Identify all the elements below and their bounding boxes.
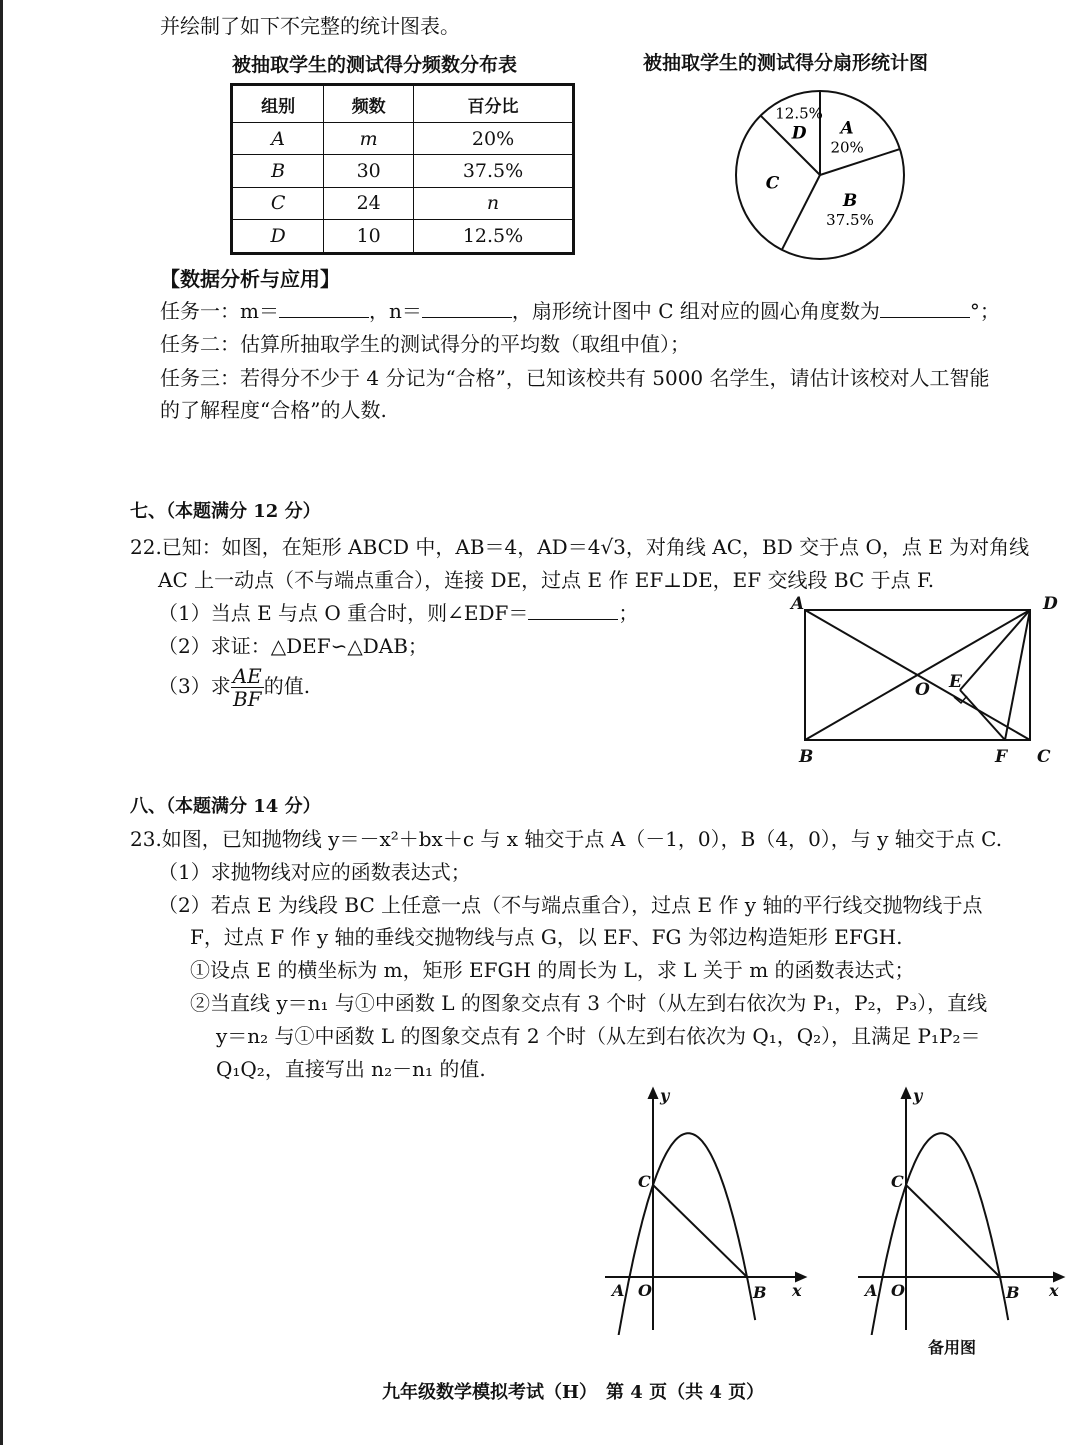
cell-percent: n — [414, 187, 574, 219]
cell-frequency: 10 — [324, 220, 414, 254]
section8-heading: 八、（本题满分 14 分） — [130, 796, 321, 817]
axis-label-y: y — [660, 1086, 670, 1105]
spare-parabola-graph — [853, 1085, 1068, 1335]
parabola-graph — [600, 1085, 810, 1335]
y-axis-arrow-icon — [902, 1089, 910, 1098]
cell-frequency: m — [324, 123, 414, 155]
segment-bc — [653, 1185, 747, 1277]
task3-line-1: 任务三：若得分不少于 4 分记为“合格”，已知该校共有 5000 名学生，请估计该校对人工智能 — [160, 366, 990, 390]
table-row — [232, 123, 574, 155]
analysis-heading: 【数据分析与应用】 — [160, 267, 340, 291]
pie-slice-edge-c — [782, 175, 820, 250]
q23-part2-line-1: （2）若点 E 为线段 BC 上任意一点（不与端点重合），过点 E 作 y 轴的平行线交抛物线于点 — [158, 893, 983, 917]
pie-caption: 被抽取学生的测试得分扇形统计图 — [643, 52, 929, 74]
pie-label-a: A — [840, 118, 854, 139]
pie-label-b: B — [842, 191, 858, 212]
point-label-b: B — [753, 1283, 767, 1302]
q23-sub1: ①设点 E 的横坐标为 m，矩形 EFGH 的周长为 L，求 L 关于 m 的函数表达式； — [190, 958, 915, 982]
task1-text-b: ，n＝ — [368, 299, 422, 323]
label-o: O — [915, 680, 930, 700]
answer-blank-n[interactable] — [422, 297, 512, 318]
task1-text-c: ，扇形统计图中 C 组对应的圆心角度数为 — [511, 299, 880, 323]
label-c: C — [1037, 747, 1051, 767]
pie-percent-a: 20% — [830, 138, 864, 157]
point-label-o: O — [638, 1281, 652, 1300]
answer-blank-m[interactable] — [279, 297, 369, 318]
point-label-a: A — [865, 1281, 878, 1300]
y-axis-arrow-icon — [649, 1089, 657, 1098]
cell-group: D — [232, 220, 324, 254]
q22-part3-text: （3）求 — [158, 674, 231, 698]
q22-part3 — [158, 665, 310, 710]
cell-group: C — [232, 187, 324, 219]
task1-text-d: °； — [969, 299, 1000, 323]
q22-part1-end: ； — [618, 601, 639, 625]
q23-sub2-line-3: Q₁Q₂，直接写出 n₂－n₁ 的值. — [216, 1057, 486, 1081]
point-label-c: C — [891, 1172, 904, 1191]
header-frequency: 频数 — [324, 85, 414, 123]
label-b: B — [799, 747, 814, 767]
segment-de — [960, 610, 1030, 690]
cell-group: B — [232, 155, 324, 187]
cell-frequency: 24 — [324, 187, 414, 219]
x-axis-arrow-icon — [1054, 1273, 1063, 1281]
answer-blank-edf[interactable] — [528, 599, 618, 620]
frequency-table — [230, 83, 575, 255]
q23-sub2-line-1: ②当直线 y＝n₁ 与①中函数 L 的图象交点有 3 个时（从左到右依次为 P₁，P₂，P₃），直线 — [190, 991, 988, 1015]
q23-part1: （1）求抛物线对应的函数表达式； — [158, 860, 471, 884]
ae-over-bf-fraction — [231, 665, 264, 710]
pie-label-c: C — [765, 173, 780, 194]
spare-graph-caption: 备用图 — [928, 1338, 977, 1357]
axis-label-x: x — [1049, 1281, 1059, 1300]
label-d: D — [1043, 595, 1058, 614]
q22-line-1: 22.已知：如图，在矩形 ABCD 中，AB＝4，AD＝4√3，对角线 AC，BD 交于点 O，点 E 为对角线 — [130, 535, 1030, 559]
parabola-curve — [615, 1133, 755, 1335]
point-label-a: A — [612, 1281, 625, 1300]
pie-percent-d: 12.5% — [775, 104, 823, 123]
cell-percent: 20% — [414, 123, 574, 155]
section7-heading: 七、（本题满分 12 分） — [130, 501, 321, 522]
point-label-b: B — [1006, 1283, 1020, 1302]
axis-label-y: y — [913, 1086, 923, 1105]
task1-text-a: 任务一：m＝ — [160, 299, 279, 323]
table-row — [232, 187, 574, 219]
header-group: 组别 — [232, 85, 324, 123]
q23-sub2-line-2: y＝n₂ 与①中函数 L 的图象交点有 2 个时（从左到右依次为 Q₁，Q₂），且满足 P₁P₂＝ — [216, 1024, 981, 1048]
q22-part1 — [158, 599, 638, 627]
segment-bc — [906, 1185, 1000, 1277]
table-header-row — [232, 85, 574, 123]
point-label-c: C — [638, 1172, 651, 1191]
q22-part2: （2）求证：△DEF∽△DAB； — [158, 634, 428, 658]
task2-line: 任务二：估算所抽取学生的测试得分的平均数（取组中值）； — [160, 332, 690, 356]
task1-line — [160, 297, 1000, 325]
cell-frequency: 30 — [324, 155, 414, 187]
pie-slice-edge-d — [761, 116, 820, 175]
task3-line-2: 的了解程度“合格”的人数. — [160, 398, 387, 422]
label-e: E — [949, 672, 962, 692]
pie-label-d: D — [791, 123, 807, 144]
axis-label-x: x — [792, 1281, 802, 1300]
table-caption: 被抽取学生的测试得分频数分布表 — [232, 54, 518, 76]
cell-group: A — [232, 123, 324, 155]
point-label-o: O — [891, 1281, 905, 1300]
table-row — [232, 155, 574, 187]
q23-line-1: 23.如图，已知抛物线 y＝－x²＋bx＋c 与 x 轴交于点 A（－1，0），B（4，0），与 y 轴交于点 C. — [130, 827, 1003, 851]
page-edge — [0, 0, 3, 1445]
q23-part2-line-2: F，过点 F 作 y 轴的垂线交抛物线与点 G，以 EF、FG 为邻边构造矩形 EFGH. — [190, 925, 903, 949]
fraction-denominator: BF — [232, 687, 262, 711]
answer-blank-angle[interactable] — [880, 297, 970, 318]
segment-df — [1005, 610, 1030, 740]
q22-part1-text: （1）当点 E 与点 O 重合时，则∠EDF＝ — [158, 601, 529, 625]
header-percent: 百分比 — [414, 85, 574, 123]
rectangle-figure — [785, 595, 1065, 775]
intro-line: 并绘制了如下不完整的统计图表。 — [160, 14, 460, 38]
segment-ef — [960, 690, 1005, 740]
q22-line-2: AC 上一动点（不与端点重合），连接 DE，过点 E 作 EF⊥DE，EF 交线段 BC 于点 F. — [158, 568, 935, 592]
cell-percent: 12.5% — [414, 220, 574, 254]
table-row — [232, 220, 574, 254]
x-axis-arrow-icon — [796, 1273, 805, 1281]
label-a: A — [791, 595, 805, 614]
label-f: F — [995, 747, 1008, 767]
fraction-numerator: AE — [232, 664, 262, 688]
cell-percent: 37.5% — [414, 155, 574, 187]
q22-part3-end: 的值. — [263, 674, 311, 698]
pie-percent-b: 37.5% — [826, 211, 874, 230]
pie-chart — [730, 88, 915, 263]
parabola-curve — [868, 1133, 1008, 1335]
page-footer: 九年级数学模拟考试（H） 第 4 页（共 4 页） — [382, 1382, 765, 1403]
